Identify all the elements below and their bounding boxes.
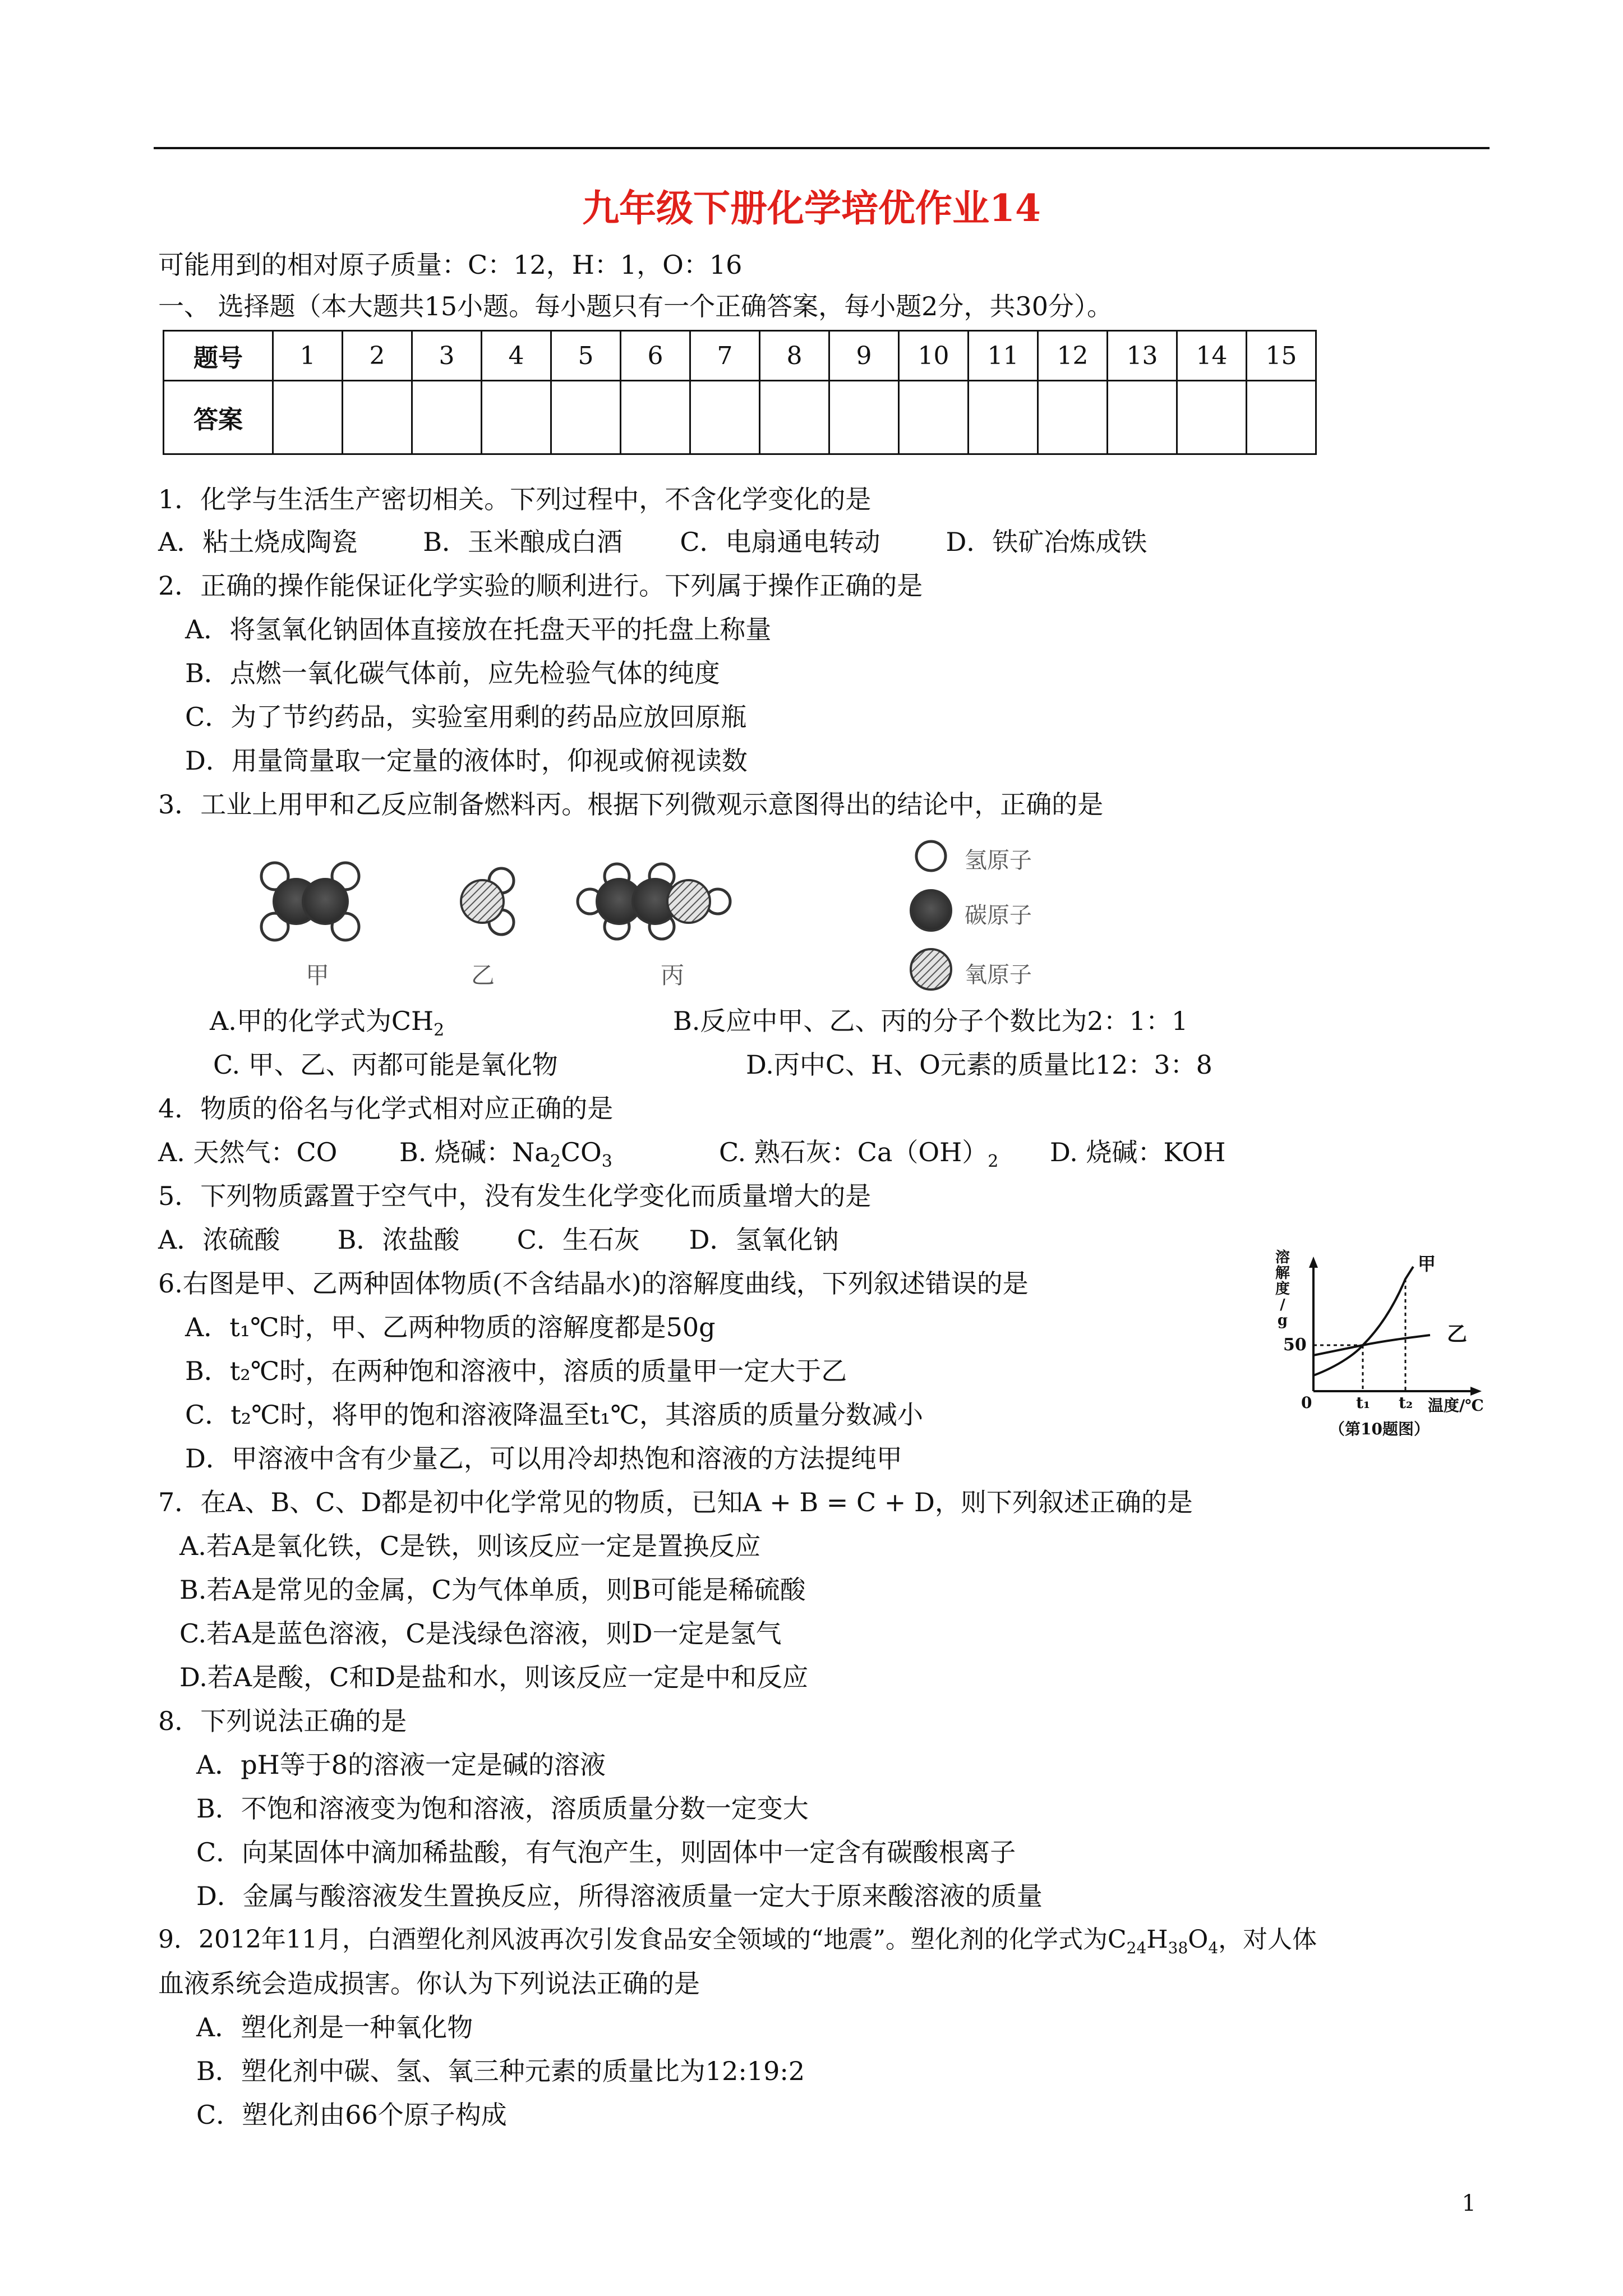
q4-option-d: D. 烧碱：KOH xyxy=(1050,1137,1226,1167)
question-number-cell: 7 xyxy=(690,331,760,381)
answer-cell[interactable] xyxy=(273,381,343,454)
atomic-mass-note: 可能用到的相对原子质量：C：12，H：1，O：16 xyxy=(158,250,743,280)
header-rule xyxy=(154,147,1490,149)
q5-options: A．浓硫酸 B．浓盐酸 C．生石灰 D．氢氧化钠 xyxy=(158,1225,839,1255)
answer-cell[interactable] xyxy=(621,381,690,454)
figure-caption: （第10题图） xyxy=(1329,1420,1430,1438)
oxygen-legend-icon xyxy=(911,949,951,990)
legend-hydrogen-label: 氢原子 xyxy=(965,848,1032,873)
answer-table-header: 题号 xyxy=(164,331,273,381)
q2-option-c: C．为了节约药品，实验室用剩的药品应放回原瓶 xyxy=(185,702,747,732)
question-number-cell: 1 xyxy=(273,331,343,381)
answer-cell[interactable] xyxy=(760,381,829,454)
molecule-yi xyxy=(461,868,514,935)
q6-option-d: D．甲溶液中含有少量乙，可以用冷却热饱和溶液的方法提纯甲 xyxy=(185,1443,902,1474)
q2-option-b: B．点燃一氧化碳气体前，应先检验气体的纯度 xyxy=(185,658,720,688)
answer-cell[interactable] xyxy=(1177,381,1247,454)
answer-cell[interactable] xyxy=(1038,381,1108,454)
x-axis-label: 温度/℃ xyxy=(1428,1396,1484,1415)
q7-option-a: A.若A是氧化铁，C是铁，则该反应一定是置换反应 xyxy=(179,1531,761,1561)
molecule-jia xyxy=(261,863,359,940)
t1-label: t₁ xyxy=(1356,1393,1371,1412)
question-number-cell: 13 xyxy=(1108,331,1177,381)
question-number-cell: 6 xyxy=(621,331,690,381)
question-number-cell: 11 xyxy=(969,331,1038,381)
q9-stem: 9．2012年11月，白酒塑化剂风波再次引发食品安全领域的“地震”。塑化剂的化学式为$C_{24}H_{38}O_4$，对人体 xyxy=(158,1925,1317,1957)
q5-stem: 5．下列物质露置于空气中，没有发生化学变化而质量增大的是 xyxy=(158,1181,872,1211)
q8-option-b: B．不饱和溶液变为饱和溶液，溶质质量分数一定变大 xyxy=(196,1793,809,1824)
q1-options: A．粘土烧成陶瓷 B．玉米酿成白酒 C．电扇通电转动 D．铁矿冶炼成铁 xyxy=(158,527,1147,557)
q8-option-d: D．金属与酸溶液发生置换反应，所得溶液质量一定大于原来酸溶液的质量 xyxy=(196,1881,1043,1911)
q8-option-a: A．pH等于8的溶液一定是碱的溶液 xyxy=(196,1750,606,1780)
answer-table xyxy=(163,330,1317,455)
answer-cell[interactable] xyxy=(1247,381,1316,454)
q8-option-c: C．向某固体中滴加稀盐酸，有气泡产生，则固体中一定含有碳酸根离子 xyxy=(196,1837,1016,1867)
answer-cell[interactable] xyxy=(551,381,621,454)
answer-cell[interactable] xyxy=(482,381,551,454)
q7-stem: 7．在A、B、C、D都是初中化学常见的物质，已知A + B = C + D，则下列叙述正确的是 xyxy=(158,1487,1193,1517)
q3-option-d: D.丙中C、H、O元素的质量比12：3：8 xyxy=(746,1050,1212,1080)
q4-option-c: C. 熟石灰：$Ca(OH)_2$ xyxy=(719,1137,999,1172)
curve-jia-label: 甲 xyxy=(1418,1253,1436,1274)
label-yi: 乙 xyxy=(471,961,495,989)
q8-stem: 8．下列说法正确的是 xyxy=(158,1706,407,1736)
question-number-cell: 5 xyxy=(551,331,621,381)
question-number-cell: 2 xyxy=(343,331,412,381)
section-heading: 一、 选择题（本大题共15小题。每小题只有一个正确答案，每小题2分，共30分）。 xyxy=(158,291,1113,321)
q2-option-d: D．用量筒量取一定量的液体时，仰视或俯视读数 xyxy=(185,746,748,776)
legend-carbon-label: 碳原子 xyxy=(965,903,1032,928)
legend-oxygen-label: 氧原子 xyxy=(965,962,1032,988)
q7-option-b: B.若A是常见的金属，C为气体单质，则B可能是稀硫酸 xyxy=(179,1575,806,1605)
answer-cell[interactable] xyxy=(690,381,760,454)
q4-option-b: B. 烧碱：$Na_2CO_3$ xyxy=(399,1137,612,1172)
curve-yi xyxy=(1313,1335,1430,1355)
q2-stem: 2．正确的操作能保证化学实验的顺利进行。下列属于操作正确的是 xyxy=(158,570,923,601)
q4-option-a: A. 天然气：CO xyxy=(158,1137,338,1167)
q3-option-b: B.反应中甲、乙、丙的分子个数比为2：1：1 xyxy=(673,1006,1188,1036)
molecule-bing xyxy=(578,864,730,939)
y-tick-50: 50 xyxy=(1283,1335,1307,1355)
question-number-cell: 10 xyxy=(899,331,969,381)
q7-option-d: D.若A是酸，C和D是盐和水，则该反应一定是中和反应 xyxy=(179,1662,809,1692)
q6-option-c: C．t₂℃时，将甲的饱和溶液降温至t₁℃，其溶质的质量分数减小 xyxy=(185,1400,923,1430)
answer-cell[interactable] xyxy=(343,381,412,454)
page-title: 九年级下册化学培优作业14 xyxy=(582,186,1041,230)
origin-label: 0 xyxy=(1301,1393,1312,1412)
solubility-ylabel: 溶 解 度 / g xyxy=(1275,1249,1290,1329)
q4-stem: 4．物质的俗名与化学式相对应正确的是 xyxy=(158,1093,614,1124)
question-number-cell: 14 xyxy=(1177,331,1247,381)
q9-option-a: A．塑化剂是一种氧化物 xyxy=(196,2012,473,2042)
q6-stem: 6.右图是甲、乙两种固体物质(不含结晶水)的溶解度曲线，下列叙述错误的是 xyxy=(158,1268,1029,1299)
label-jia: 甲 xyxy=(306,961,330,989)
q3-option-a: A.甲的化学式为$CH_2$ xyxy=(210,1006,445,1041)
y-axis-arrow-icon xyxy=(1309,1257,1318,1268)
q3-option-c: C. 甲、乙、丙都可能是氧化物 xyxy=(213,1050,558,1080)
q7-option-c: C.若A是蓝色溶液，C是浅绿色溶液，则D一定是氢气 xyxy=(179,1618,782,1649)
t2-label: t₂ xyxy=(1399,1393,1413,1412)
q9-option-c: C．塑化剂由66个原子构成 xyxy=(196,2100,507,2130)
hydrogen-legend-icon xyxy=(916,841,946,871)
answer-cell[interactable] xyxy=(969,381,1038,454)
q9-stem-continued: 血液系统会造成损害。你认为下列说法正确的是 xyxy=(158,1968,700,1999)
curve-yi-label: 乙 xyxy=(1447,1322,1468,1346)
answer-row-label: 答案 xyxy=(164,381,273,454)
q3-stem: 3．工业上用甲和乙反应制备燃料丙。根据下列微观示意图得出的结论中，正确的是 xyxy=(158,789,1104,820)
label-bing: 丙 xyxy=(661,961,685,989)
q2-option-a: A．将氢氧化钠固体直接放在托盘天平的托盘上称量 xyxy=(185,614,772,645)
q6-option-a: A．t₁℃时，甲、乙两种物质的溶解度都是50g xyxy=(185,1312,716,1342)
answer-cell[interactable] xyxy=(412,381,482,454)
q1-stem: 1．化学与生活生产密切相关。下列过程中，不含化学变化的是 xyxy=(158,484,872,514)
question-number-cell: 8 xyxy=(760,331,829,381)
q9-option-b: B．塑化剂中碳、氢、氧三种元素的质量比为12:19:2 xyxy=(196,2056,805,2086)
answer-cell[interactable] xyxy=(1108,381,1177,454)
carbon-legend-icon xyxy=(911,890,951,931)
answer-cell[interactable] xyxy=(899,381,969,454)
question-number-cell: 15 xyxy=(1247,331,1316,381)
q6-option-b: B．t₂℃时，在两种饱和溶液中，溶质的质量甲一定大于乙 xyxy=(185,1356,847,1386)
page-number: 1 xyxy=(1461,2191,1476,2216)
question-number-cell: 3 xyxy=(412,331,482,381)
question-number-cell: 4 xyxy=(482,331,551,381)
question-number-cell: 12 xyxy=(1038,331,1108,381)
atom-legend xyxy=(911,841,951,990)
answer-cell[interactable] xyxy=(829,381,899,454)
question-number-cell: 9 xyxy=(829,331,899,381)
